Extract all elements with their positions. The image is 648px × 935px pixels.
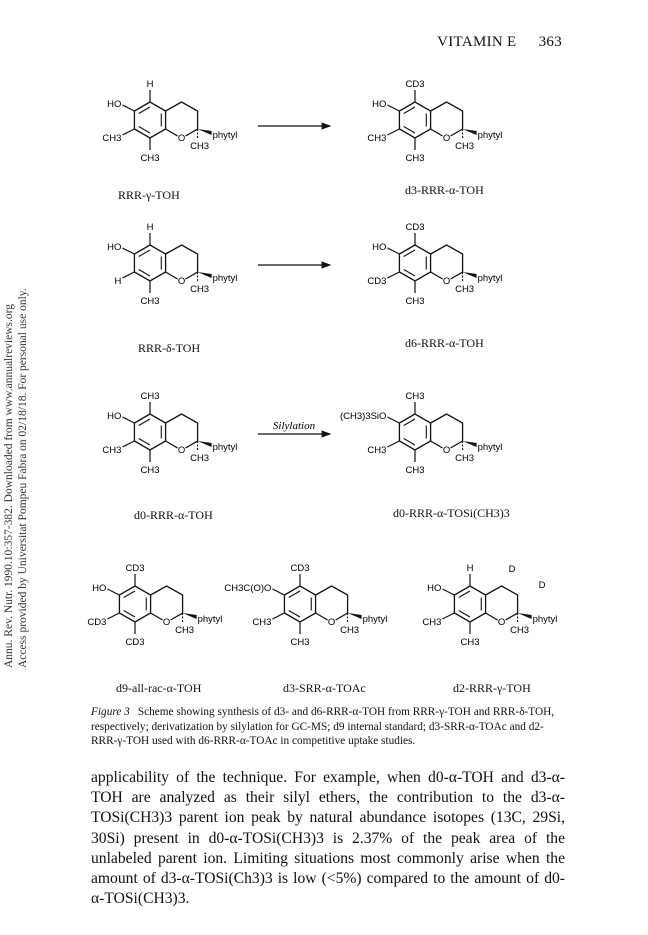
label-d2-gamma-toh: d2-RRR-γ-TOH [453,681,531,695]
substituent-bond [122,272,134,278]
download-notice-line1: Annu. Rev. Nutr. 1990.10:357-382. Downloaded from www.annualreviews.org [3,303,15,668]
label-delta-toh: RRR-δ-TOH [138,341,201,355]
pyran-ring [431,414,463,448]
atom-label: CH3 [460,637,480,648]
atom-label: phytyl [212,273,238,284]
structure-d3-alpha-toh [367,79,502,164]
download-notice-line2: Access provided by Universitat Pompeu Fabra on 02/18/18. For personal use only. [17,288,29,668]
label-d0-alpha-toh: d0-RRR-α-TOH [134,508,213,522]
atom-label: CD3 [125,637,145,648]
atom-label: CH3 [102,133,122,144]
ring-bond [316,613,328,620]
structure-d0-alpha-toh [102,391,237,476]
atom-label: CH3 [367,445,387,456]
atom-label: CH3C(O)O [224,583,272,594]
atom-label: H [146,222,154,233]
label-d6-alpha-toh: d6-RRR-α-TOH [405,336,484,350]
substituent-bond [442,589,454,595]
atom-label: O [442,133,451,144]
structure-delta-toh [107,222,237,307]
atom-label: CH3 [140,296,160,307]
wedge-bond [348,613,362,619]
pyran-ring [166,245,198,279]
atom-label: CH3 [455,141,475,152]
atom-label: O [177,133,186,144]
substituent-bond [387,272,399,278]
atom-label: O [327,617,336,628]
substituent-bond [107,613,119,619]
atom-label: HO [372,99,387,110]
ring-bond [431,272,443,279]
label-d0-alpha-tosi: d0-RRR-α-TOSi(CH3)3 [393,506,510,520]
atom-label: phytyl [532,614,558,625]
atom-label: CD3 [405,79,425,90]
ring-bond [166,272,178,279]
substituent-bond [272,613,284,619]
atom-label: CH3 [102,445,122,456]
atom-label: phytyl [212,442,238,453]
pyran-ring [431,102,463,136]
caption-text: Scheme showing synthesis of d3- and d6-RRR-α-TOH from RRR-γ-TOH and RRR-δ-TOH, respectively; derivatization by silylation for GC-MS; d9 internal standard; d3-SRR-α-TOAc and d2-RRR-γ-TOH used with d6-RRR-α-TOAc in competitive uptake studies. [91,706,555,747]
atom-label: CH3 [405,296,425,307]
atom-label: CH3 [510,625,530,636]
atom-label: O [442,445,451,456]
structure-d2-gamma-toh [422,563,557,648]
substituent-bond [272,589,284,595]
substituent-bond [387,441,399,447]
ring-bond [486,613,498,620]
pyran-ring [151,586,183,620]
deuterium-labels [509,564,546,591]
ring-bond [166,441,178,448]
wedge-bond [518,613,532,619]
substituent-bond [387,105,399,111]
wedge-bond [198,272,212,278]
atom-label: CH3 [367,133,387,144]
atom-label: CH3 [455,453,475,464]
atom-label: phytyl [477,130,503,141]
atom-label: CD3 [367,276,387,287]
atom-label: HO [92,583,107,594]
structure-d9-alpha-toh [87,563,222,648]
substituent-bond [122,417,134,423]
pyran-ring [166,102,198,136]
silylation-label: Silylation [272,420,316,432]
pyran-ring [486,586,518,620]
substituent-bond [122,441,134,447]
substituent-bond [122,248,134,254]
ring-bond [431,441,443,448]
atom-label: HO [107,99,122,110]
atom-label: H [146,79,154,90]
atom-label: CH3 [340,625,360,636]
wedge-bond [198,441,212,447]
label-gamma-toh: RRR-γ-TOH [118,188,180,202]
substituent-bond [122,105,134,111]
atom-label: HO [372,242,387,253]
ring-bond [151,613,163,620]
atom-label: phytyl [477,442,503,453]
atom-label: D [538,580,546,591]
substituent-bond [122,129,134,135]
wedge-bond [463,272,477,278]
structure-gamma-toh [102,79,237,164]
structure-d6-alpha-toh [367,222,502,307]
atom-label: CD3 [405,222,425,233]
substituent-bond [387,417,399,423]
pyran-ring [431,245,463,279]
atom-label: CH3 [190,453,210,464]
atom-label: CH3 [422,617,442,628]
atom-label: CH3 [175,625,195,636]
atom-label: D [508,564,516,575]
atom-label: phytyl [197,614,223,625]
atom-label: O [442,276,451,287]
atom-label: H [114,276,122,287]
atom-label: CH3 [190,284,210,295]
atom-label: CD3 [290,563,310,574]
atom-label: CH3 [405,465,425,476]
substituent-bond [387,129,399,135]
atom-label: CH3 [140,391,160,402]
atom-label: CD3 [125,563,145,574]
atom-label: CH3 [140,465,160,476]
wedge-bond [198,129,212,135]
atom-label: CH3 [405,391,425,402]
pyran-ring [166,414,198,448]
atom-label: CH3 [405,153,425,164]
atom-label: O [177,276,186,287]
label-d3-srr-toac: d3-SRR-α-TOAc [283,681,366,695]
page-number: 363 [538,34,562,50]
atom-label: phytyl [477,273,503,284]
figure-caption [91,705,563,749]
running-title: VITAMIN E [437,34,517,50]
pyran-ring [316,586,348,620]
atom-label: CH3 [455,284,475,295]
ring-bond [431,129,443,136]
body-paragraph: applicability of the technique. For example, when d0-α-TOH and d3-α-TOH are analyzed as their silyl ethers, the contribution to the d3-α-TOSi(CH3)3 parent ion peak by natural abundance isotopes (13C, 29Si, 30Si) present in d0-α-TOSi(CH3)3 is 2.37% of the peak area of the unlabeled parent ion. Limiting situations most commonly arise when the amount of d3-α-TOSi(Ch3)3 is low (<5%) compared to the amount of d0-α-TOSi(CH3)3. [91,769,565,908]
atom-label: CD3 [87,617,107,628]
atom-label: HO [427,583,442,594]
atom-label: CH3 [140,153,160,164]
substituent-bond [387,248,399,254]
atom-label: HO [107,242,122,253]
atom-label: phytyl [362,614,388,625]
substituent-bond [442,613,454,619]
atom-label: CH3 [290,637,310,648]
substituent-bond [107,589,119,595]
label-d3-alpha-toh: d3-RRR-α-TOH [405,183,484,197]
atom-label: O [177,445,186,456]
ring-bond [166,129,178,136]
atom-label: H [466,563,474,574]
atom-label: (CH3)3SiO [339,411,387,422]
figure-label: Figure 3 [91,706,130,718]
wedge-bond [463,441,477,447]
atom-label: CH3 [190,141,210,152]
wedge-bond [463,129,477,135]
atom-label: CH3 [252,617,272,628]
atom-label: phytyl [212,130,238,141]
atom-label: HO [107,411,122,422]
structure-d0-alpha-tosi [340,391,502,476]
label-d9-alpha-toh: d9-all-rac-α-TOH [116,681,202,695]
structure-d3-srr-toac [224,563,387,648]
atom-label: O [497,617,506,628]
wedge-bond [183,613,197,619]
atom-label: O [162,617,171,628]
